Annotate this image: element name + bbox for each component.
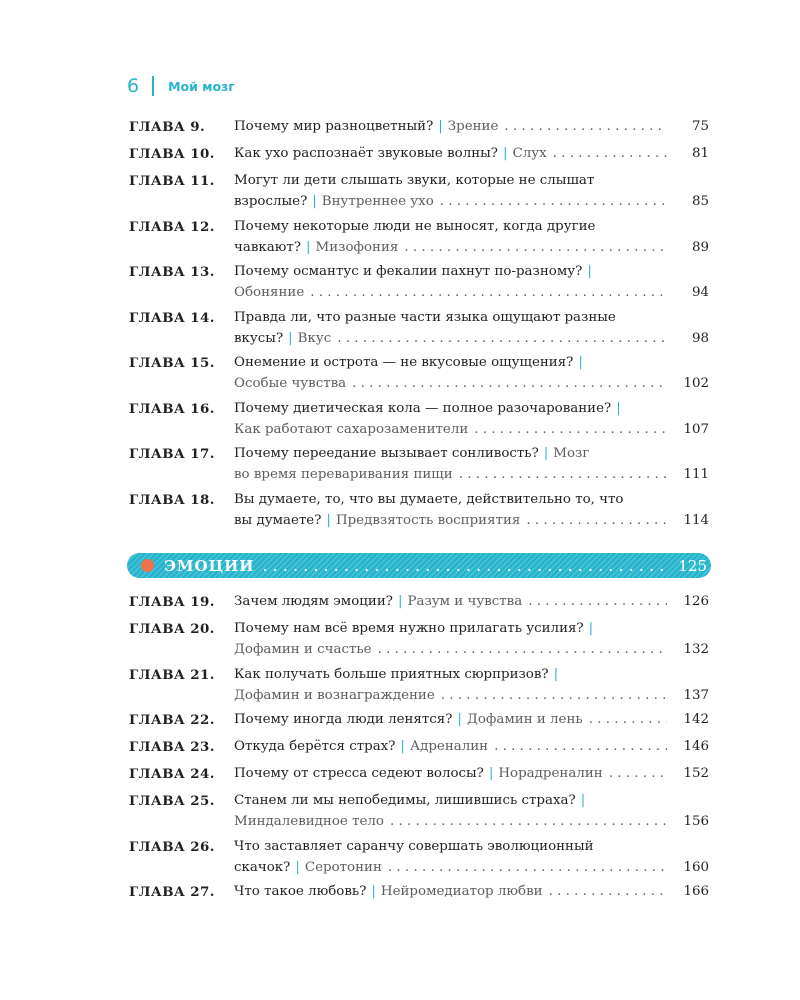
entry-page-number: 160 bbox=[683, 859, 709, 875]
entry-text bbox=[234, 593, 709, 611]
entry-question: взрослые? bbox=[234, 194, 308, 209]
entry-text bbox=[234, 666, 709, 705]
entry-page-number: 94 bbox=[691, 285, 709, 300]
entry-page-number: 126 bbox=[683, 594, 709, 609]
entry-question: Как ухо распознаёт звуковые волны? bbox=[234, 146, 498, 161]
entry-line bbox=[234, 263, 709, 281]
entry-question: вы думаете? bbox=[234, 512, 322, 528]
entry-topic: во время переваривания пищи bbox=[234, 467, 453, 482]
entry-line bbox=[234, 172, 709, 190]
chapter-number: ГЛАВА 18. bbox=[129, 491, 215, 508]
separator-bar: | bbox=[371, 884, 376, 899]
page-number: 6 bbox=[127, 75, 140, 97]
leader-dots bbox=[609, 765, 667, 783]
entry-topic: Зрение bbox=[447, 119, 499, 134]
entry-text bbox=[234, 263, 709, 302]
entry-question: Почему иногда люди ленятся? bbox=[234, 712, 453, 727]
separator-bar: | bbox=[588, 621, 594, 636]
entry-line bbox=[234, 620, 709, 638]
entry-page-number: 89 bbox=[691, 239, 709, 255]
entry-question: чавкают? bbox=[234, 239, 301, 255]
entry-line bbox=[234, 813, 709, 831]
entry-question: Как получать больше приятных сюрпризов? bbox=[234, 666, 549, 682]
entry-line bbox=[234, 354, 709, 372]
entry-line bbox=[234, 145, 709, 163]
entry-question: Зачем людям эмоции? bbox=[234, 594, 393, 609]
entry-question: Что такое любовь? bbox=[234, 884, 367, 899]
entry-topic: Как работают сахарозаменители bbox=[234, 421, 469, 437]
entry-topic: Слух bbox=[512, 146, 547, 161]
entry-question: Почему переедание вызывает сонливость? bbox=[234, 446, 539, 461]
entry-page-number: 85 bbox=[691, 194, 709, 209]
entry-question: Правда ли, что разные части языка ощущают разные bbox=[234, 309, 616, 325]
entry-line bbox=[234, 641, 709, 659]
entry-page-number: 102 bbox=[683, 376, 709, 391]
leader-dots bbox=[553, 145, 667, 163]
entry-text bbox=[234, 218, 709, 257]
entry-topic: Дофамин и лень bbox=[466, 712, 583, 727]
entry-topic: Нейромедиатор любви bbox=[380, 884, 543, 899]
separator-bar: | bbox=[288, 330, 293, 346]
separator-bar: | bbox=[312, 194, 317, 209]
chapter-number: ГЛАВА 13. bbox=[129, 264, 215, 280]
entry-question: Откуда берётся страх? bbox=[234, 739, 396, 754]
separator-bar: | bbox=[553, 666, 559, 682]
entry-text bbox=[234, 491, 709, 530]
entry-line bbox=[234, 859, 709, 877]
entry-question: Почему османтус и фекалии пахнут по-разному? bbox=[234, 264, 583, 279]
separator-bar: | bbox=[400, 739, 405, 754]
leader-dots bbox=[404, 239, 667, 257]
entry-line bbox=[234, 512, 709, 530]
entry-line bbox=[234, 375, 709, 393]
entry-text bbox=[234, 145, 709, 163]
entry-question: вкусы? bbox=[234, 330, 284, 346]
entry-topic: Вкус bbox=[297, 330, 332, 346]
chapter-number: ГЛАВА 20. bbox=[129, 621, 215, 637]
leader-dots bbox=[526, 512, 667, 530]
chapter-number: ГЛАВА 14. bbox=[129, 309, 215, 326]
entry-text bbox=[234, 738, 709, 756]
entry-page-number: 156 bbox=[683, 814, 709, 829]
entry-topic: Миндалевидное тело bbox=[234, 814, 384, 829]
entry-line bbox=[234, 593, 709, 611]
entry-line bbox=[234, 838, 709, 856]
entry-line bbox=[234, 218, 709, 236]
entry-line bbox=[234, 193, 709, 211]
chapter-number: ГЛАВА 17. bbox=[129, 446, 215, 462]
leader-dots bbox=[459, 466, 667, 484]
leader-dots bbox=[390, 813, 667, 831]
leader-dots bbox=[310, 284, 667, 302]
entry-question: Почему некоторые люди не выносят, когда другие bbox=[234, 218, 596, 234]
chapter-number: ГЛАВА 21. bbox=[129, 666, 215, 683]
entry-question: Станем ли мы непобедимы, лишившись страха? bbox=[234, 793, 576, 808]
separator-bar: | bbox=[578, 355, 583, 370]
leader-dots bbox=[494, 738, 667, 756]
separator-bar: | bbox=[502, 146, 508, 161]
entry-text bbox=[234, 838, 709, 877]
entry-question: Онемение и острота — не вкусовые ощущения? bbox=[234, 355, 574, 370]
entry-question: Почему мир разноцветный? bbox=[234, 119, 434, 134]
chapter-number: ГЛАВА 23. bbox=[129, 739, 215, 755]
entry-topic: Дофамин и счастье bbox=[234, 642, 372, 657]
entry-page-number: 107 bbox=[683, 421, 709, 437]
entry-question: Почему диетическая кола — полное разочарование? bbox=[234, 400, 612, 416]
entry-topic: Мозг bbox=[553, 446, 590, 461]
chapter-number: ГЛАВА 24. bbox=[129, 766, 215, 782]
entry-text bbox=[234, 309, 709, 348]
entry-topic: Предвзятость восприятия bbox=[335, 512, 521, 528]
entry-line bbox=[234, 421, 709, 439]
separator-bar: | bbox=[326, 512, 331, 528]
entry-question: Вы думаете, то, что вы думаете, действительно то, что bbox=[234, 491, 624, 507]
entry-text bbox=[234, 711, 709, 729]
entry-topic: Разум и чувства bbox=[407, 594, 523, 609]
entry-page-number: 81 bbox=[691, 146, 709, 161]
entry-topic: Адреналин bbox=[409, 739, 489, 754]
entry-topic: Обоняние bbox=[234, 285, 305, 300]
entry-question: скачок? bbox=[234, 859, 291, 875]
entry-question: Могут ли дети слышать звуки, которые не слышат bbox=[234, 173, 595, 188]
entry-line bbox=[234, 239, 709, 257]
entry-text bbox=[234, 620, 709, 659]
entry-line bbox=[234, 309, 709, 327]
leader-dots bbox=[474, 421, 667, 439]
chapter-number: ГЛАВА 9. bbox=[129, 119, 206, 135]
entry-line bbox=[234, 284, 709, 302]
separator-bar: | bbox=[580, 793, 586, 808]
separator-bar: | bbox=[616, 400, 621, 416]
separator-bar: | bbox=[438, 119, 443, 134]
entry-text bbox=[234, 792, 709, 831]
entry-page-number: 132 bbox=[683, 642, 709, 657]
book-title: Мой мозг bbox=[168, 78, 235, 94]
entry-line bbox=[234, 491, 709, 509]
entry-question: Почему от стресса седеют волосы? bbox=[234, 766, 484, 781]
chapter-number: ГЛАВА 25. bbox=[129, 793, 215, 809]
entry-topic: Дофамин и вознаграждение bbox=[234, 687, 435, 703]
entry-line bbox=[234, 738, 709, 756]
chapter-number: ГЛАВА 26. bbox=[129, 838, 215, 855]
entry-page-number: 98 bbox=[691, 330, 709, 346]
entry-line bbox=[234, 118, 709, 136]
entry-page-number: 114 bbox=[683, 512, 709, 528]
entry-line bbox=[234, 687, 709, 705]
leader-dots bbox=[504, 118, 667, 136]
entry-line bbox=[234, 400, 709, 418]
leader-dots bbox=[388, 859, 667, 877]
separator-bar: | bbox=[305, 239, 311, 255]
entry-line bbox=[234, 883, 709, 901]
chapter-number: ГЛАВА 27. bbox=[129, 884, 215, 900]
leader-dots bbox=[589, 711, 667, 729]
entry-topic: Внутреннее ухо bbox=[321, 194, 434, 209]
chapter-number: ГЛАВА 16. bbox=[129, 400, 215, 417]
separator-bar: | bbox=[587, 264, 592, 279]
entry-line bbox=[234, 792, 709, 810]
entry-page-number: 75 bbox=[691, 119, 709, 134]
entry-page-number: 152 bbox=[683, 766, 709, 781]
entry-topic: Норадреналин bbox=[498, 766, 603, 781]
separator-bar: | bbox=[397, 594, 403, 609]
entry-text bbox=[234, 445, 709, 484]
section-bullet-icon bbox=[141, 559, 154, 572]
chapter-number: ГЛАВА 12. bbox=[129, 218, 215, 235]
running-header bbox=[127, 74, 235, 98]
entry-text bbox=[234, 883, 709, 901]
entry-topic: Мизофония bbox=[315, 239, 399, 255]
separator-bar: | bbox=[457, 712, 462, 727]
section-leader-dots bbox=[262, 556, 670, 575]
entry-text bbox=[234, 354, 709, 393]
entry-page-number: 166 bbox=[683, 884, 709, 899]
entry-text bbox=[234, 765, 709, 783]
entry-topic: Особые чувства bbox=[234, 376, 347, 391]
chapter-number: ГЛАВА 15. bbox=[129, 355, 215, 371]
chapter-number: ГЛАВА 11. bbox=[129, 173, 215, 189]
entry-page-number: 137 bbox=[683, 687, 709, 703]
entry-line bbox=[234, 711, 709, 729]
leader-dots bbox=[378, 641, 667, 659]
entry-line bbox=[234, 765, 709, 783]
separator-bar: | bbox=[543, 446, 549, 461]
separator-bar: | bbox=[488, 766, 494, 781]
section-page-number: 125 bbox=[678, 556, 707, 575]
leader-dots bbox=[440, 193, 667, 211]
header-divider bbox=[152, 76, 154, 96]
leader-dots bbox=[528, 593, 667, 611]
chapter-number: ГЛАВА 22. bbox=[129, 712, 215, 728]
leader-dots bbox=[549, 883, 667, 901]
leader-dots bbox=[352, 375, 667, 393]
chapter-number: ГЛАВА 10. bbox=[129, 146, 215, 162]
entry-text bbox=[234, 172, 709, 211]
entry-text bbox=[234, 118, 709, 136]
section-heading-emotions[interactable] bbox=[127, 553, 711, 578]
entry-line bbox=[234, 666, 709, 684]
entry-text bbox=[234, 400, 709, 439]
entry-page-number: 142 bbox=[683, 712, 709, 727]
entry-question: Почему нам всё время нужно прилагать усилия? bbox=[234, 621, 584, 636]
separator-bar: | bbox=[295, 859, 300, 875]
leader-dots bbox=[441, 687, 667, 705]
entry-line bbox=[234, 466, 709, 484]
entry-line bbox=[234, 445, 709, 463]
leader-dots bbox=[337, 330, 667, 348]
entry-question: Что заставляет саранчу совершать эволюционный bbox=[234, 838, 594, 854]
entry-topic: Серотонин bbox=[304, 859, 382, 875]
section-title: ЭМОЦИИ bbox=[164, 556, 255, 575]
entry-line bbox=[234, 330, 709, 348]
chapter-number: ГЛАВА 19. bbox=[129, 594, 215, 610]
entry-page-number: 111 bbox=[683, 467, 709, 482]
entry-page-number: 146 bbox=[683, 739, 709, 754]
